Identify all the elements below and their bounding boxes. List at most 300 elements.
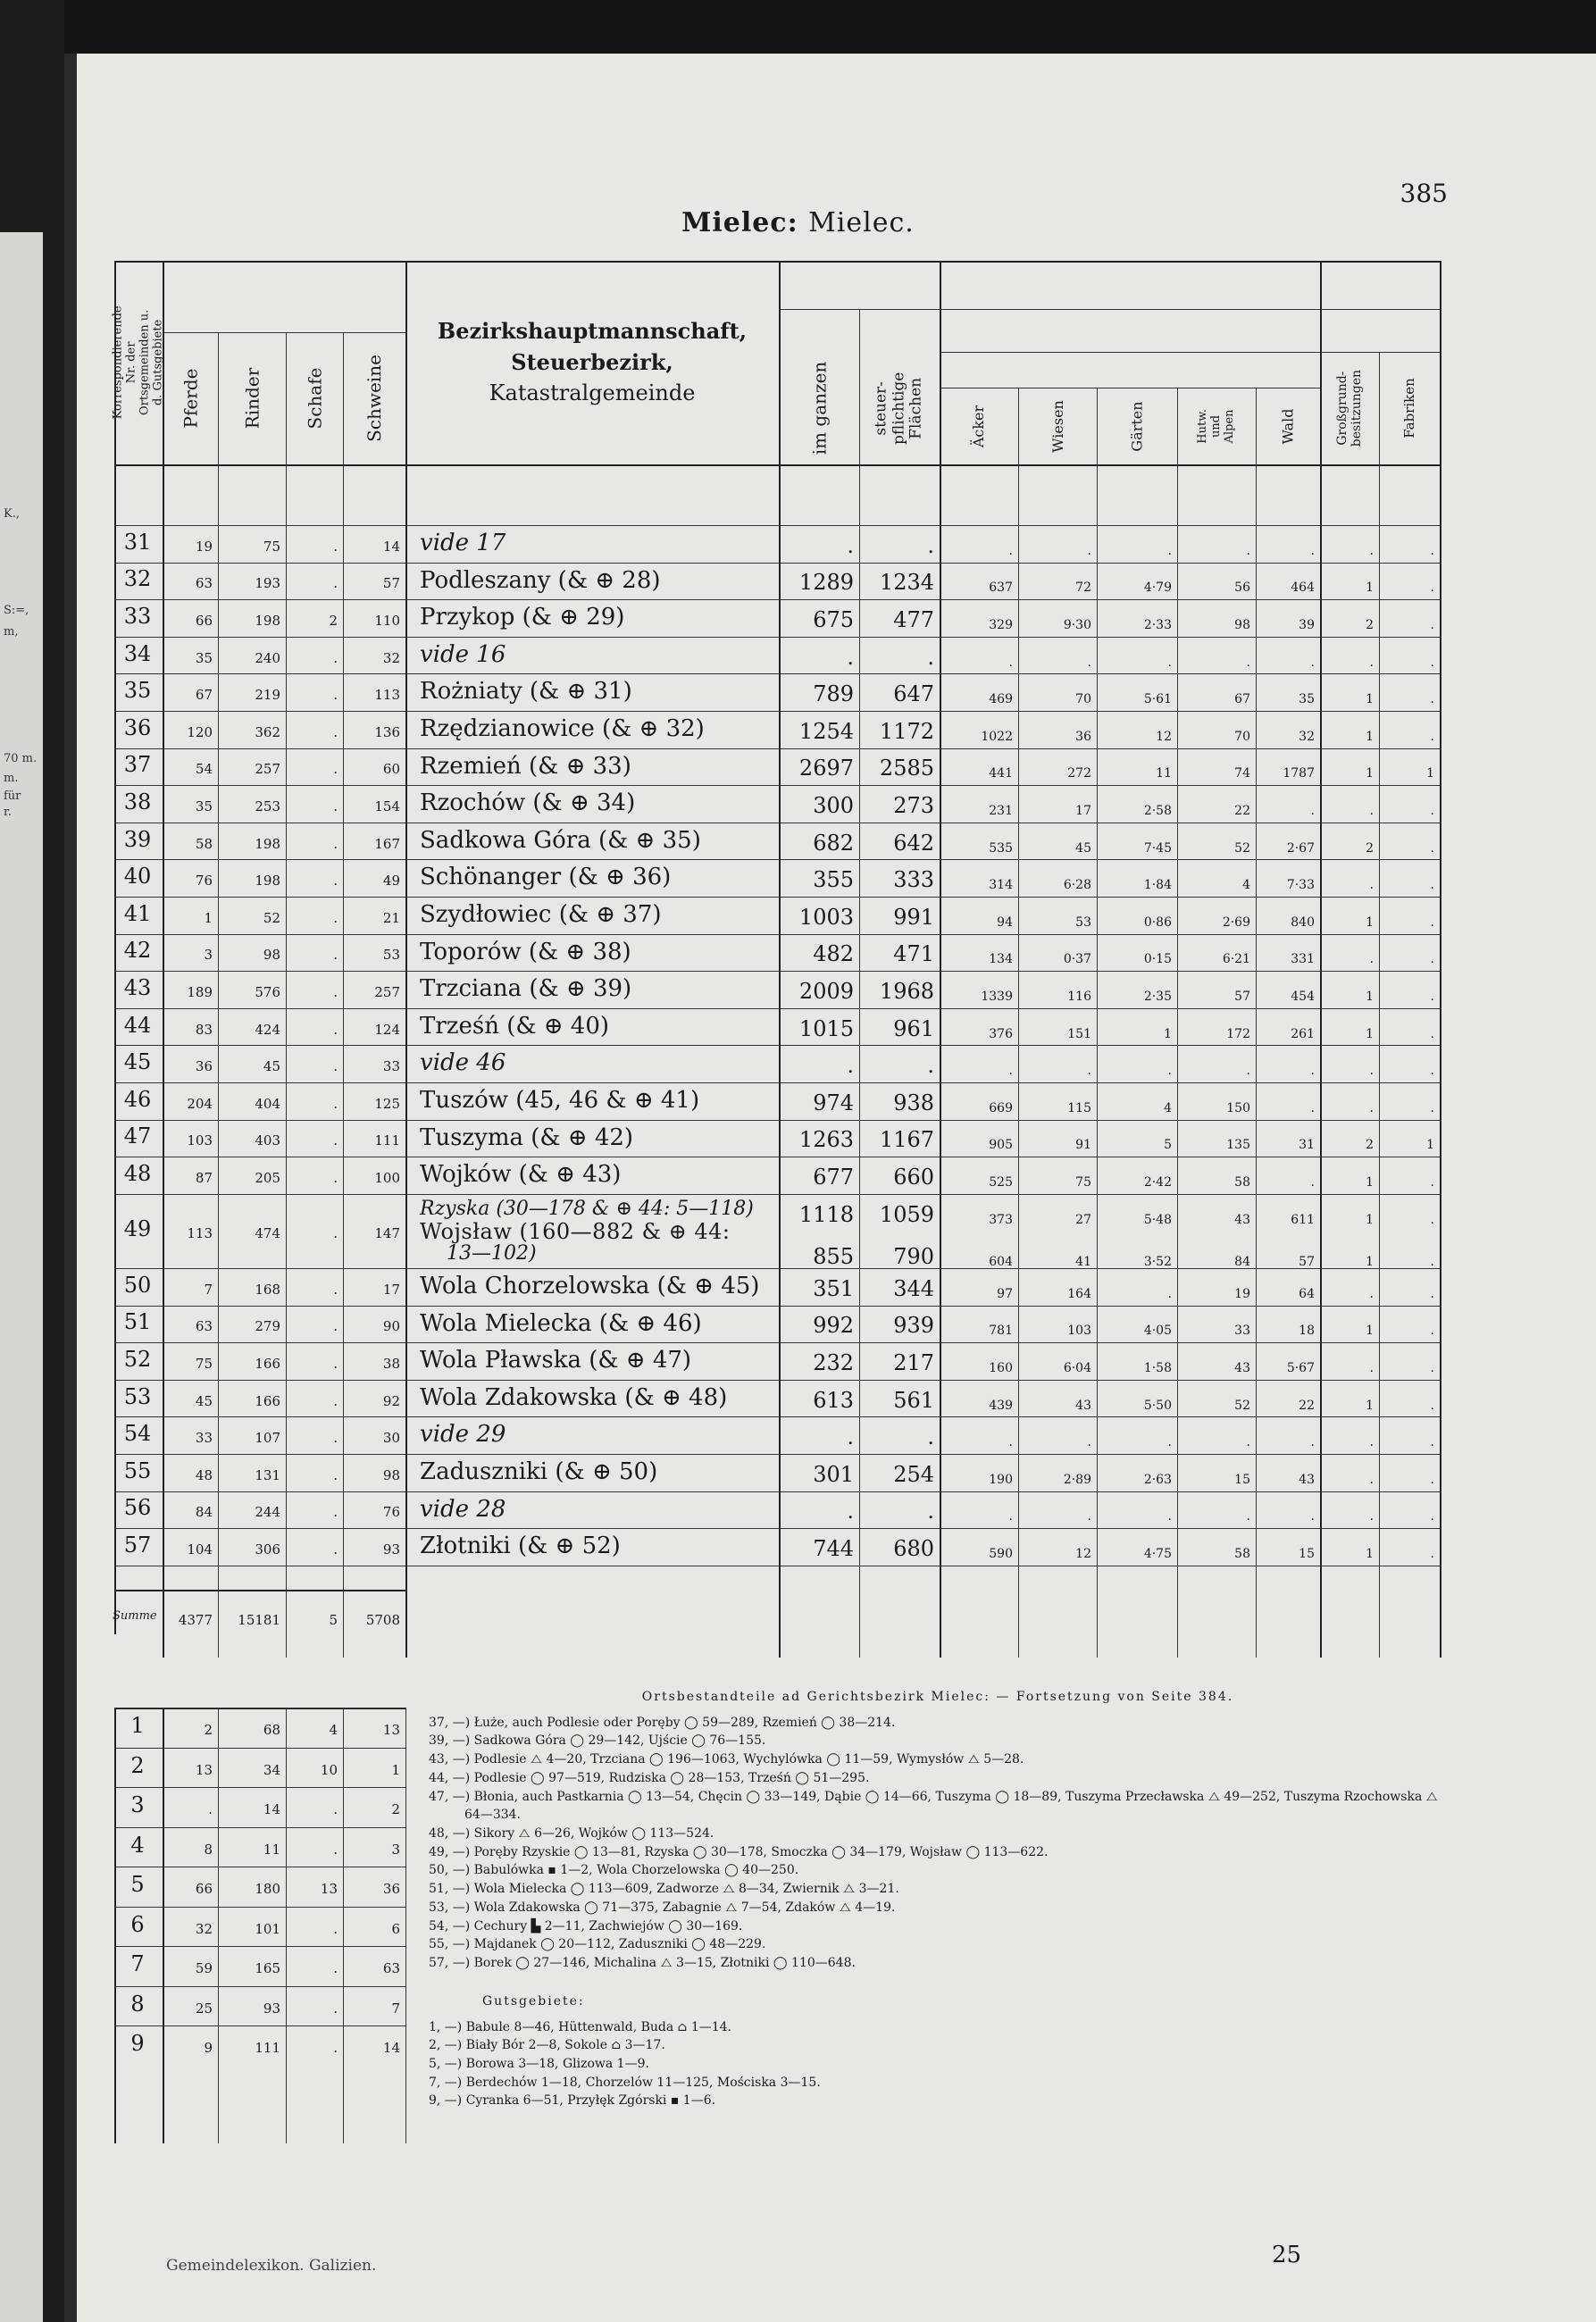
cell-steuerpflichtig: . [927, 1424, 934, 1450]
cell-aecker: . [1008, 1509, 1013, 1524]
cell-gaerten: . [1167, 655, 1172, 670]
cell-schafe: . [333, 761, 338, 778]
cell-aecker: 590 [989, 1547, 1013, 1561]
cell-im-ganzen: 300 [813, 793, 854, 818]
row-name: Sadkowa Góra (& ⊕ 35) [420, 826, 701, 854]
guts-row-rule [114, 1748, 405, 1749]
guts-rinder: 34 [263, 1761, 280, 1778]
cell-steuerpflichtig: 991 [893, 904, 934, 930]
cell-wald: 22 [1299, 1398, 1315, 1413]
row-rule [114, 1528, 1440, 1529]
cell-steuerpflichtig: 1172 [879, 718, 934, 744]
cell-fabriken: . [1430, 1026, 1434, 1041]
cell-grossgrund: . [1369, 1472, 1374, 1487]
guts-row-rule [114, 1827, 405, 1828]
cell-hutweiden: 22 [1234, 804, 1250, 818]
cell-im-ganzen: 682 [813, 830, 854, 856]
row-number: 34 [123, 640, 152, 666]
guts-pferde: 32 [195, 1920, 213, 1937]
guts-rinder: 101 [255, 1920, 280, 1937]
cell-grossgrund: . [1369, 655, 1374, 670]
cell-wald: . [1310, 543, 1315, 558]
cell-im-ganzen: 2009 [798, 979, 854, 1004]
cell-schafe: . [333, 1392, 338, 1409]
cell-steuerpflichtig: 642 [893, 830, 934, 856]
cell-hutweiden: 135 [1226, 1138, 1250, 1153]
cell-wald: 840 [1291, 915, 1315, 930]
footnote-line: 53, —) Wola Zdakowska ◯ 71—375, Zabagnie ⧍ 7—54, Zdaków ⧍ 4—19. [429, 1900, 896, 1915]
header-schweine [343, 332, 405, 464]
cell-schafe: . [333, 873, 338, 890]
footnote-line: 44, —) Podlesie ◯ 97—519, Rudziska ◯ 28—153, Trześń ◯ 51—295. [429, 1770, 870, 1785]
column-rule [218, 332, 219, 1658]
cell-gaerten: 2·63 [1143, 1472, 1172, 1487]
header-grossgrund [1320, 352, 1379, 464]
cell-hutweiden: 70 [1234, 729, 1250, 744]
scan-border-top [0, 0, 1596, 54]
cell-pferde: 103 [187, 1132, 213, 1149]
cell-wiesen: 75 [1075, 1175, 1091, 1190]
row-rule [114, 637, 1440, 638]
cell-hutweiden: 58 [1234, 1547, 1250, 1561]
cell-gaerten: 4 [1164, 1100, 1172, 1115]
cell-wiesen: . [1087, 655, 1091, 670]
cell-im-ganzen: 613 [813, 1387, 854, 1413]
cell-steuerpflichtig: . [927, 532, 934, 558]
cell-schafe: . [333, 1058, 338, 1075]
header-im-ganzen [779, 352, 859, 464]
header-wald [1256, 388, 1320, 464]
header-hutweiden-text [1197, 409, 1237, 444]
cell-aecker: . [1008, 1064, 1013, 1079]
cell-schweine: 21 [382, 909, 400, 926]
cell-schafe: . [333, 687, 338, 704]
cell-gaerten: 7·45 [1143, 840, 1172, 856]
cell-im-ganzen: 2697 [798, 756, 854, 781]
cell-fabriken: . [1430, 804, 1434, 818]
cell-rinder: 131 [255, 1466, 280, 1483]
cell-wald: 64 [1299, 1286, 1315, 1301]
header-grossgrund-text [1335, 370, 1364, 447]
cell-pferde: 54 [195, 761, 213, 778]
cell-grossgrund: . [1369, 1435, 1374, 1450]
guts-row-number: 1 [130, 1713, 145, 1739]
cell-hutweiden: 2·69 [1222, 915, 1250, 930]
row-rule [114, 1082, 1440, 1083]
cell-wald: 1787 [1283, 766, 1315, 781]
cell-schafe: . [333, 575, 338, 592]
guts-pferde: 2 [204, 1722, 213, 1739]
footer-source: Gemeindelexikon. Galizien. [166, 2257, 377, 2275]
header-aecker-text: Äcker [970, 405, 988, 447]
footnote-lines-gutsgebiete [429, 2018, 1447, 2111]
row-name: vide 46 [420, 1049, 506, 1077]
cell-schweine: 92 [382, 1392, 400, 1409]
header-nr [111, 261, 164, 464]
guts-row-number: 4 [130, 1832, 145, 1858]
cell-fabriken: 1 [1426, 766, 1434, 781]
cell-wiesen: . [1087, 1435, 1091, 1450]
cell-im-ganzen: 1118 [798, 1201, 854, 1227]
row-number: 43 [123, 975, 152, 1000]
guts-pferde: 9 [204, 2040, 213, 2057]
cell-im-ganzen: . [847, 644, 854, 670]
row-name: Rzyska (30—178 & ⊕ 44: 5—118) [420, 1197, 754, 1220]
footnote-line: 50, —) Babulówka ▪ 1—2, Wola Chorzelowska ◯ 40—250. [429, 1863, 799, 1878]
cell-im-ganzen: 355 [813, 867, 854, 893]
cell-pferde: 120 [187, 723, 213, 740]
cell-schweine: 147 [374, 1225, 400, 1242]
cell-rinder: 205 [255, 1170, 280, 1186]
cell-fabriken: . [1430, 1255, 1434, 1270]
cell-gaerten: 1·84 [1143, 878, 1172, 893]
summe-label: Summe [113, 1609, 157, 1623]
guts-row-number: 3 [130, 1792, 145, 1818]
row-name: Wola Mielecka (& ⊕ 46) [420, 1309, 702, 1337]
header-fabriken [1379, 352, 1440, 464]
row-rule [114, 1491, 1440, 1492]
row-rule [114, 1380, 1440, 1381]
header-wald-text: Wald [1279, 408, 1297, 444]
guts-schweine: 6 [391, 1920, 400, 1937]
header-im-ganzen-text: im ganzen [808, 361, 830, 455]
cell-steuerpflichtig: 938 [893, 1090, 934, 1115]
cell-pferde: 67 [195, 687, 213, 704]
cell-pferde: 35 [195, 649, 213, 666]
cell-im-ganzen: 744 [813, 1536, 854, 1561]
cell-wald: 454 [1291, 990, 1315, 1004]
cell-wald: 35 [1299, 692, 1315, 707]
cell-fabriken: . [1430, 990, 1434, 1004]
cell-grossgrund: 1 [1366, 729, 1374, 744]
guts-schafe: . [333, 1920, 338, 1937]
guts-row-rule [114, 1907, 405, 1908]
row-number: 46 [123, 1086, 152, 1112]
cell-aecker: 781 [989, 1324, 1013, 1339]
cell-wiesen: . [1087, 543, 1091, 558]
cell-schweine: 14 [382, 538, 400, 555]
row-name: Trześń (& ⊕ 40) [420, 1012, 610, 1040]
cell-gaerten: . [1167, 543, 1172, 558]
cell-rinder: 193 [255, 575, 280, 592]
guts-row-rule [114, 1787, 405, 1788]
cell-gaerten: 4·75 [1143, 1547, 1172, 1561]
cell-fabriken: . [1430, 1100, 1434, 1115]
row-number: 45 [123, 1049, 152, 1075]
row-number: 39 [123, 826, 152, 852]
cell-wald: 261 [1291, 1026, 1315, 1041]
cell-hutweiden: . [1246, 655, 1250, 670]
cell-wiesen: 115 [1067, 1100, 1091, 1115]
footnote-line: 37, —) Łuże, auch Podlesie oder Poręby ◯ 59—289, Rzemień ◯ 38—214. [429, 1715, 896, 1730]
cell-schafe: . [333, 649, 338, 666]
cell-aecker: . [1008, 1435, 1013, 1450]
cell-fabriken: . [1430, 1435, 1434, 1450]
cell-wiesen: 164 [1067, 1286, 1091, 1301]
cell-aecker: 1339 [981, 990, 1013, 1004]
cell-im-ganzen: 1263 [798, 1127, 854, 1153]
cell-hutweiden: 58 [1234, 1175, 1250, 1190]
cell-grossgrund: . [1369, 1361, 1374, 1375]
header-bottom-rule [114, 464, 1440, 466]
cell-steuerpflichtig: . [927, 644, 934, 670]
row-number: 52 [123, 1347, 152, 1372]
cell-steuerpflichtig: 961 [893, 1015, 934, 1041]
cell-steuerpflichtig: 647 [893, 681, 934, 707]
column-rule [163, 261, 164, 1658]
row-rule [114, 1454, 1440, 1455]
cell-schweine: 167 [374, 835, 400, 852]
column-rule [1177, 388, 1178, 1658]
cell-aecker: 1022 [981, 729, 1013, 744]
guts-pferde: . [208, 1801, 213, 1818]
row-number: 56 [123, 1495, 152, 1521]
cell-schafe: . [333, 538, 338, 555]
cell-rinder: 253 [255, 798, 280, 814]
cell-gaerten: 0·86 [1143, 915, 1172, 930]
row-name: Podleszany (& ⊕ 28) [420, 566, 661, 594]
cell-schafe: . [333, 723, 338, 740]
cell-wiesen: 116 [1067, 990, 1091, 1004]
header-davon [940, 352, 1320, 388]
cell-wald: . [1310, 1064, 1315, 1079]
cell-grossgrund: 1 [1366, 766, 1374, 781]
cell-grossgrund: 2 [1366, 840, 1374, 856]
row-number: 55 [123, 1458, 152, 1483]
page-number: 385 [1400, 179, 1448, 208]
cell-fabriken: . [1430, 915, 1434, 930]
header-nr-text: Korrespondierende Nr. der Ortsgemeinden u. d. Gutsgebiete [111, 305, 164, 420]
cell-wiesen: 43 [1075, 1398, 1091, 1413]
row-name: Wojków (& ⊕ 43) [420, 1161, 622, 1189]
cell-aecker: 604 [989, 1255, 1013, 1270]
cell-steuerpflichtig: 333 [893, 867, 934, 893]
row-name: Rożniaty (& ⊕ 31) [420, 678, 632, 706]
cell-wald: 5·67 [1286, 1361, 1315, 1375]
cell-gaerten: 2·42 [1143, 1175, 1172, 1190]
cell-hutweiden: 15 [1234, 1472, 1250, 1487]
cell-im-ganzen: . [847, 1499, 854, 1524]
cell-pferde: 33 [195, 1430, 213, 1447]
row-rule [114, 1342, 1440, 1343]
header-steuerpflichtig-text [873, 372, 926, 444]
cell-schweine: 93 [382, 1541, 400, 1558]
row-number: 33 [123, 604, 152, 629]
cell-wald: . [1310, 1100, 1315, 1115]
row-name: Wola Zdakowska (& ⊕ 48) [420, 1383, 728, 1411]
cell-hutweiden: 56 [1234, 580, 1250, 596]
cell-aecker: 669 [989, 1100, 1013, 1115]
guts-row-number: 5 [130, 1872, 145, 1898]
row-name: vide 28 [420, 1495, 506, 1523]
row-rule [114, 785, 1440, 786]
cell-fabriken: . [1430, 1361, 1434, 1375]
cell-grossgrund: 1 [1366, 1324, 1374, 1339]
footnote-line: 48, —) Sikory ⧍ 6—26, Wojków ◯ 113—524. [429, 1826, 714, 1842]
cell-gaerten: 5·48 [1143, 1212, 1172, 1227]
cell-steuerpflichtig: . [927, 1053, 934, 1079]
cell-schweine: 98 [382, 1466, 400, 1483]
cell-wald: 7·33 [1286, 878, 1315, 893]
cell-steuerpflichtig: 561 [893, 1387, 934, 1413]
cell-rinder: 107 [255, 1430, 280, 1447]
cell-rinder: 219 [255, 687, 280, 704]
cell-fabriken: . [1430, 1324, 1434, 1339]
guts-column-rule [343, 1708, 344, 2143]
cell-pferde: 83 [195, 1021, 213, 1038]
row-name: Tuszów (45, 46 & ⊕ 41) [420, 1087, 700, 1114]
row-name: vide 29 [420, 1421, 506, 1449]
guts-rinder: 11 [263, 1841, 280, 1858]
cell-grossgrund: 1 [1366, 990, 1374, 1004]
header-wiesen [1018, 388, 1097, 464]
row-rule [114, 1306, 1440, 1307]
cell-hutweiden: 74 [1234, 766, 1250, 781]
cell-schafe: . [333, 1170, 338, 1186]
cell-schweine: 100 [374, 1170, 400, 1186]
cell-wald: . [1310, 655, 1315, 670]
cell-steuerpflichtig: 660 [893, 1165, 934, 1190]
cell-rinder: 198 [255, 835, 280, 852]
cell-schafe: . [333, 798, 338, 814]
cell-pferde: 63 [195, 575, 213, 592]
cell-rinder: 403 [255, 1132, 280, 1149]
guts-schweine: 3 [391, 1841, 400, 1858]
row-rule [114, 971, 1440, 972]
header-areal [779, 309, 1320, 352]
cell-wald: 611 [1291, 1212, 1315, 1227]
cell-gaerten: 3·52 [1143, 1255, 1172, 1270]
cell-aecker: 373 [989, 1212, 1013, 1227]
column-rule [940, 261, 941, 1658]
cell-aecker: 314 [989, 878, 1013, 893]
cell-schweine: 60 [382, 761, 400, 778]
cell-im-ganzen: 789 [813, 681, 854, 707]
cell-grossgrund: 1 [1366, 915, 1374, 930]
cell-grossgrund: 1 [1366, 1026, 1374, 1041]
header-steuerpflichtig [859, 352, 940, 464]
guts-rinder: 93 [263, 2000, 280, 2017]
cell-gaerten: 5·50 [1143, 1398, 1172, 1413]
guts-schafe: . [333, 1960, 338, 1977]
cell-rinder: 45 [263, 1058, 280, 1075]
row-rule [114, 748, 1440, 749]
cell-wiesen: 17 [1075, 804, 1091, 818]
cell-aecker: 231 [989, 804, 1013, 818]
cell-aecker: 97 [997, 1286, 1013, 1301]
summe-schafe: 5 [329, 1612, 338, 1628]
cell-gaerten: 1·58 [1143, 1361, 1172, 1375]
row-name: Rzochów (& ⊕ 34) [420, 789, 636, 817]
cell-grossgrund: . [1369, 878, 1374, 893]
guts-row-number: 6 [130, 1911, 145, 1937]
guts-column-rule [286, 1708, 287, 2143]
cell-wald: . [1310, 1509, 1315, 1524]
cell-pferde: 84 [195, 1504, 213, 1521]
cell-schweine: 76 [382, 1504, 400, 1521]
cell-aecker: 905 [989, 1138, 1013, 1153]
cell-schafe: . [333, 1281, 338, 1298]
guts-row-number: 2 [130, 1752, 145, 1778]
cell-fabriken: . [1430, 878, 1434, 893]
header-schweine-text: Schweine [363, 355, 386, 442]
row-rule [114, 711, 1440, 712]
cell-gaerten: . [1167, 1435, 1172, 1450]
cell-aecker: . [1008, 655, 1013, 670]
guts-row-rule [114, 2025, 405, 2026]
header-anzahl [1320, 309, 1440, 352]
cell-hutweiden: 43 [1234, 1212, 1250, 1227]
cell-schafe: . [333, 1225, 338, 1242]
cell-steuerpflichtig: 790 [893, 1244, 934, 1270]
cell-gaerten: 2·35 [1143, 990, 1172, 1004]
cell-schweine: 111 [374, 1132, 400, 1149]
row-rule [114, 673, 1440, 674]
cell-hutweiden: 52 [1234, 1398, 1250, 1413]
cell-wald: 31 [1299, 1138, 1315, 1153]
cell-steuerpflichtig: 1968 [879, 979, 934, 1004]
cell-steuerpflichtig: 273 [893, 793, 934, 818]
column-rule [1379, 352, 1380, 1658]
row-name: Schönanger (& ⊕ 36) [420, 864, 672, 891]
cell-hutweiden: 52 [1234, 840, 1250, 856]
cell-hutweiden: 172 [1226, 1026, 1250, 1041]
row-number: 50 [123, 1272, 152, 1298]
margin-mark: m. [4, 772, 19, 785]
guts-row-rule [114, 1946, 405, 1947]
cell-schafe: . [333, 1095, 338, 1112]
cell-wald: . [1310, 804, 1315, 818]
row-rule [114, 525, 1440, 526]
header-gaerten-text: Gärten [1128, 400, 1146, 452]
cell-rinder: 244 [255, 1504, 280, 1521]
row-name: vide 16 [420, 640, 506, 668]
cell-schafe: . [333, 947, 338, 964]
cell-schafe: . [333, 1466, 338, 1483]
cell-grossgrund: 1 [1366, 1255, 1374, 1270]
cell-steuerpflichtig: 344 [893, 1275, 934, 1301]
column-rule [1097, 388, 1098, 1658]
margin-mark: 70 m. [4, 752, 38, 765]
cell-wiesen: 9·30 [1063, 618, 1091, 632]
page-title [0, 207, 1596, 238]
cell-steuerpflichtig: 2585 [879, 756, 934, 781]
cell-schweine: 49 [382, 873, 400, 890]
row-name: Wola Chorzelowska (& ⊕ 45) [420, 1273, 760, 1299]
row-number: 31 [123, 529, 152, 555]
cell-rinder: 166 [255, 1392, 280, 1409]
cell-gaerten: . [1167, 1286, 1172, 1301]
row-number: 38 [123, 789, 152, 814]
cell-steuerpflichtig: 1059 [879, 1201, 934, 1227]
cell-hutweiden: 19 [1234, 1286, 1250, 1301]
cell-fabriken: . [1430, 618, 1434, 632]
row-name: Przykop (& ⊕ 29) [420, 604, 625, 631]
header-katastralgemeinden [779, 261, 1440, 309]
cell-aecker: 637 [989, 580, 1013, 596]
cell-wald: 43 [1299, 1472, 1315, 1487]
cell-gaerten: 4·05 [1143, 1324, 1172, 1339]
row-number: 41 [123, 900, 152, 926]
cell-wald: . [1310, 1175, 1315, 1190]
footnote-line-gutsgebiet: 7, —) Berdechów 1—18, Chorzelów 11—125, Mościska 3—15. [429, 2075, 821, 2090]
cell-wald: 2·67 [1286, 840, 1315, 856]
cell-schafe: . [333, 1318, 338, 1335]
cell-schweine: 17 [382, 1281, 400, 1298]
cell-rinder: 362 [255, 723, 280, 740]
header-center [405, 261, 779, 464]
row-number: 35 [123, 678, 152, 704]
